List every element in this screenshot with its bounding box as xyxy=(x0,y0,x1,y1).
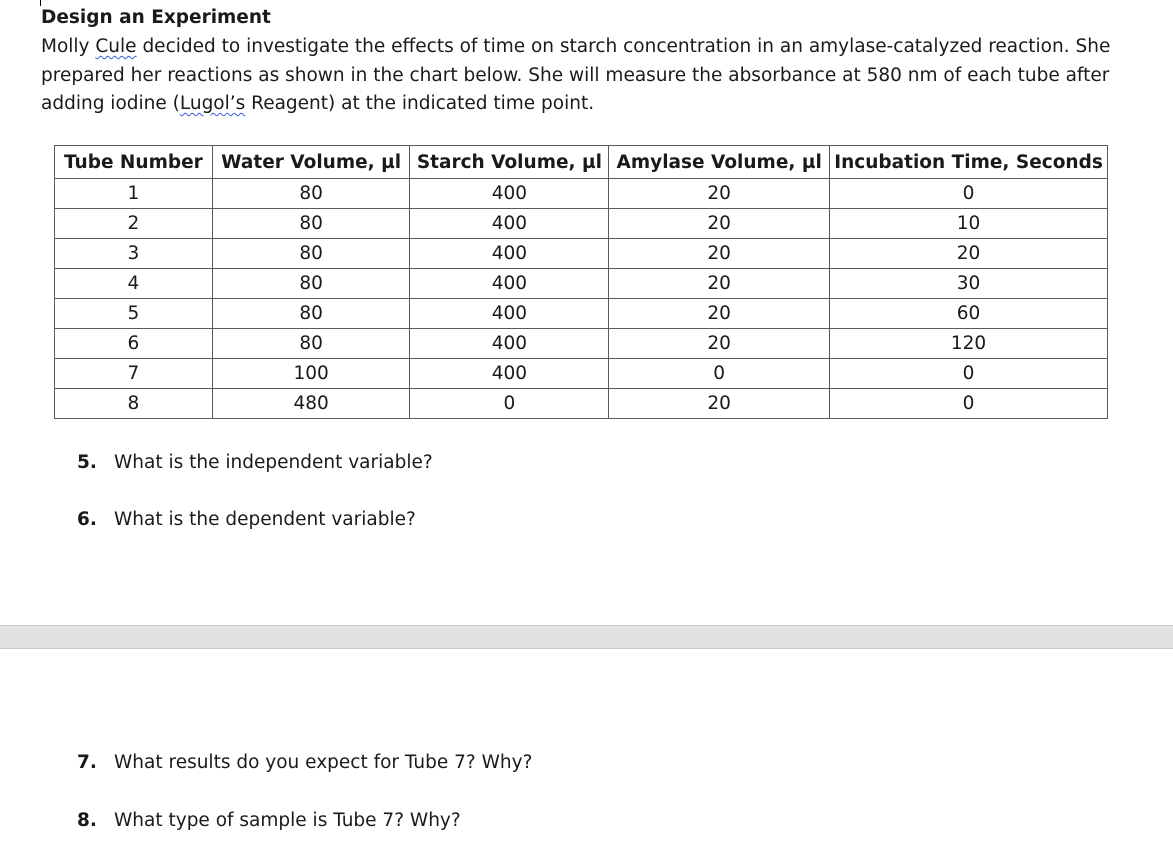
table-cell[interactable]: 80 xyxy=(212,269,410,299)
table-row xyxy=(55,329,1108,359)
table-row xyxy=(55,269,1108,299)
table-row xyxy=(55,209,1108,239)
table-cell[interactable]: 20 xyxy=(609,179,830,209)
intro-text-end: Reagent) at the indicated time point. xyxy=(245,93,595,114)
table-row xyxy=(55,389,1108,419)
table-cell[interactable]: 80 xyxy=(212,179,410,209)
table-cell[interactable]: 20 xyxy=(609,209,830,239)
table-cell[interactable]: 400 xyxy=(410,179,609,209)
question-text: What is the dependent variable? xyxy=(114,509,416,530)
table-cell[interactable]: 30 xyxy=(830,269,1108,299)
header-incubation-time: Incubation Time, Seconds xyxy=(830,146,1108,179)
table-cell[interactable]: 20 xyxy=(609,389,830,419)
question-6[interactable] xyxy=(77,509,416,530)
spellcheck-word-cule[interactable]: Cule xyxy=(95,36,137,57)
table-cell[interactable]: 0 xyxy=(410,389,609,419)
intro-paragraph[interactable] xyxy=(41,33,1151,119)
table-cell[interactable]: 1 xyxy=(55,179,213,209)
table-cell[interactable]: 0 xyxy=(830,389,1108,419)
table-row xyxy=(55,179,1108,209)
header-starch-volume: Starch Volume, µl xyxy=(410,146,609,179)
question-text: What type of sample is Tube 7? Why? xyxy=(114,810,461,831)
table-cell[interactable]: 7 xyxy=(55,359,213,389)
table-cell[interactable]: 0 xyxy=(609,359,830,389)
table-cell[interactable]: 80 xyxy=(212,299,410,329)
table-cell[interactable]: 400 xyxy=(410,239,609,269)
table-cell[interactable]: 80 xyxy=(212,239,410,269)
table-cell[interactable]: 0 xyxy=(830,179,1108,209)
table-row xyxy=(55,299,1108,329)
page-title: Design an Experiment xyxy=(41,7,271,28)
table-cell[interactable]: 100 xyxy=(212,359,410,389)
table-cell[interactable]: 20 xyxy=(830,239,1108,269)
table-cell[interactable]: 20 xyxy=(609,299,830,329)
header-tube-number: Tube Number xyxy=(55,146,213,179)
table-cell[interactable]: 80 xyxy=(212,209,410,239)
table-cell[interactable]: 5 xyxy=(55,299,213,329)
table-cell[interactable]: 0 xyxy=(830,359,1108,389)
table-cell[interactable]: 60 xyxy=(830,299,1108,329)
table-cell[interactable]: 3 xyxy=(55,239,213,269)
table-header-row xyxy=(55,146,1108,179)
table-row xyxy=(55,239,1108,269)
table-cell[interactable]: 20 xyxy=(609,239,830,269)
table-cell[interactable]: 400 xyxy=(410,299,609,329)
question-text: What is the independent variable? xyxy=(114,452,433,473)
text-cursor xyxy=(40,0,41,6)
table-cell[interactable]: 400 xyxy=(410,359,609,389)
question-number: 7. xyxy=(77,752,97,773)
table-cell[interactable]: 4 xyxy=(55,269,213,299)
question-text: What results do you expect for Tube 7? Why? xyxy=(114,752,533,773)
table-cell[interactable]: 2 xyxy=(55,209,213,239)
table-cell[interactable]: 400 xyxy=(410,329,609,359)
table-cell[interactable]: 20 xyxy=(609,329,830,359)
question-number: 5. xyxy=(77,452,97,473)
reaction-table[interactable] xyxy=(54,145,1108,419)
header-water-volume: Water Volume, µl xyxy=(212,146,410,179)
table-cell[interactable]: 120 xyxy=(830,329,1108,359)
table-cell[interactable]: 6 xyxy=(55,329,213,359)
question-5[interactable] xyxy=(77,452,433,473)
question-7[interactable] xyxy=(77,752,532,773)
table-row xyxy=(55,359,1108,389)
question-8[interactable] xyxy=(77,810,461,831)
spellcheck-word-lugols[interactable]: Lugol’s xyxy=(179,93,246,114)
table-cell[interactable]: 80 xyxy=(212,329,410,359)
table-cell[interactable]: 20 xyxy=(609,269,830,299)
table-cell[interactable]: 8 xyxy=(55,389,213,419)
question-number: 8. xyxy=(77,810,97,831)
page-break-gap xyxy=(0,625,1173,649)
intro-text-start: Molly xyxy=(41,36,96,57)
table-cell[interactable]: 400 xyxy=(410,209,609,239)
table-cell[interactable]: 400 xyxy=(410,269,609,299)
table-cell[interactable]: 480 xyxy=(212,389,410,419)
question-number: 6. xyxy=(77,509,97,530)
header-amylase-volume: Amylase Volume, µl xyxy=(609,146,830,179)
table-cell[interactable]: 10 xyxy=(830,209,1108,239)
intro-text-middle: decided to investigate the effects of time on starch concentration in an amylase-catalyzed reaction. She prepared her reactions as shown in the chart below. She will measure the absorbance at 580 nm of each tube after adding iodine ( xyxy=(41,36,1111,114)
